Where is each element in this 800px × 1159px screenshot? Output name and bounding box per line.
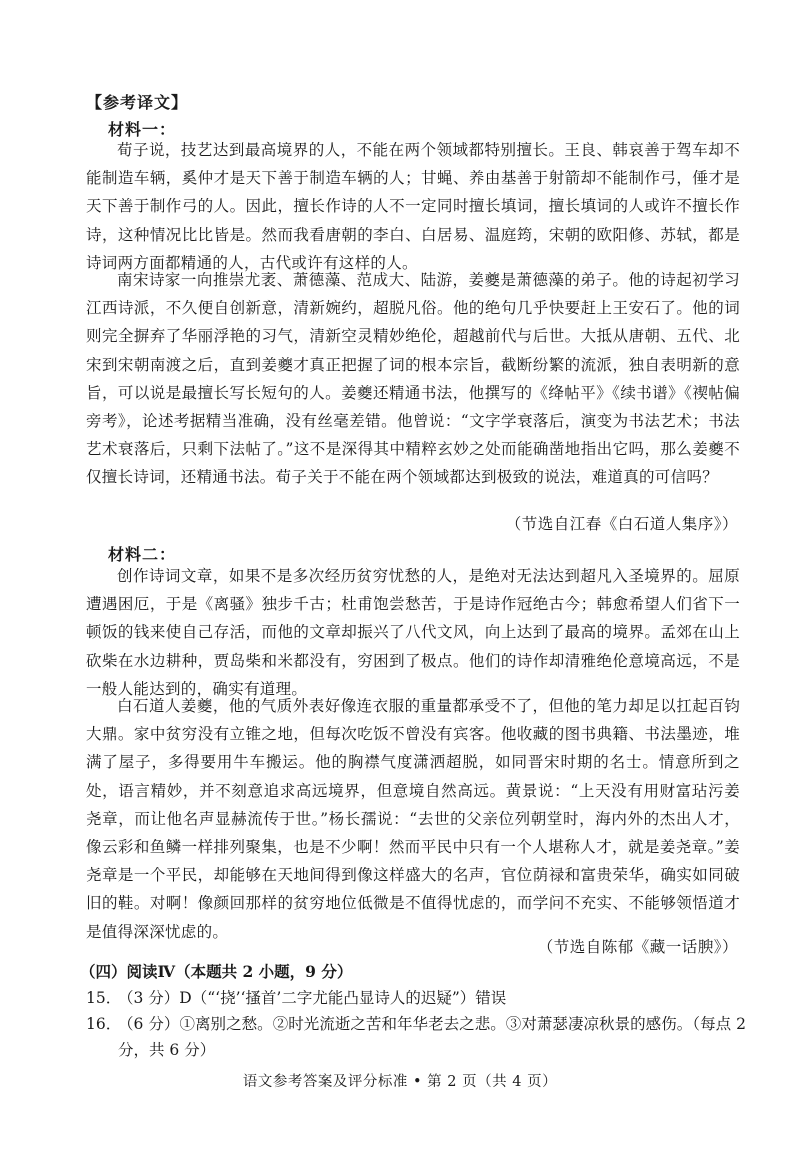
material-two-paragraph-1: 创作诗词文章，如果不是多次经历贫穷忧愁的人，是绝对无法达到超凡入圣境界的。屈原遭遇困厄，于是《离骚》独步千古；杜甫饱尝愁苦，于是诗作冠绝古今；韩愈希望人们省下一顿饭的钱来使自己存活，而他的文章却振兴了八代文风，向上达到了最高的境界。孟郊在山上砍柴在水边耕种，贾岛柴和米都没有，穷困到了极点。他们的诗作却清雅绝伦意境高远，不是一般人能达到的，确实有道理。 [86, 567, 740, 698]
question-16 [86, 1011, 746, 1063]
page-footer: 语文参考答案及评分标准 • 第 2 页（共 4 页） [242, 1074, 558, 1090]
material-one-paragraph-1: 荀子说，技艺达到最高境界的人，不能在两个领域都特别擅长。王良、韩哀善于驾车却不能制造车辆，奚仲才是天下善于制造车辆的人；甘蝇、养由基善于射箭却不能制作弓，倕才是天下善于制作弓的人。因此，擅长作诗的人不一定同时擅长填词，擅长填词的人或许不擅长作诗，这种情况比比皆是。然而我看唐朝的李白、白居易、温庭筠，宋朝的欧阳修、苏轼，都是诗词两方面都精通的人，古代或许有这样的人。 [86, 141, 740, 272]
material-two-paragraph-2: 白石道人姜夔，他的气质外表好像连衣服的重量都承受不了，但他的笔力却足以扛起百钧大鼎。家中贫穷没有立锥之地，但每次吃饭不曾没有宾客。他收藏的图书典籍、书法墨迹，堆满了屋子，多得要用牛车搬运。他的胸襟气度潇洒超脱，如同晋宋时期的名士。情意所到之处，语言精妙，并不刻意追求高远境界，但意境自然高远。黄景说：“上天没有用财富玷污姜尧章，而让他名声显赫流传于世。”杨长孺说：“去世的父亲位列朝堂时，海内外的杰出人才，像云彩和鱼鳞一样排列聚集，也是不少啊！然而平民中只有一个人堪称人才，就是姜尧章。”姜尧章是一个平民，却能够在天地间得到像这样盛大的名声，官位荫禄和富贵荣华，确实如同破旧的鞋。对啊！像颜回那样的贫穷地位低微是不值得忧虑的，而学问不充实、不能够领悟道才是值得深深忧虑的。 [86, 697, 740, 941]
question-16-number: 16． [86, 1015, 122, 1033]
question-16-answer: （6 分）①离别之愁。②时光流逝之苦和年华老去之悲。③对萧瑟凄凉秋景的感伤。（每点 2 分，共 6 分） [118, 1015, 746, 1059]
question-15-answer: （3 分）D（“‘挠’‘搔首’二字尤能凸显诗人的迟疑”）错误 [118, 989, 507, 1007]
material-one-label: 材料一： [108, 120, 177, 139]
section-four-title: （四）阅读Ⅳ（本题共 2 小题，9 分） [80, 962, 353, 981]
reference-translation-heading: 【参考译文】 [86, 93, 189, 112]
question-15-number: 15． [86, 989, 122, 1007]
material-one-paragraph-2: 南宋诗家一向推崇尤袤、萧德藻、范成大、陆游，姜夔是萧德藻的弟子。他的诗起初学习江西诗派，不久便自创新意，清新婉约，超脱凡俗。他的绝句几乎快要赶上王安石了。他的词则完全摒弃了华丽浮艳的习气，清新空灵精妙绝伦，超越前代与后世。大抵从唐朝、五代、北宋到宋朝南渡之后，直到姜夔才真正把握了词的根本宗旨，截断纷繁的流派，独自表明新的意旨，可以说是最擅长写长短句的人。姜夔还精通书法，他撰写的《绛帖平》《续书谱》《禊帖偏旁考》，论述考据精当准确，没有丝毫差错。他曾说：“文字学衰落后，演变为书法艺术；书法艺术衰落后，只剩下法帖了。”这不是深得其中精粹玄妙之处而能确凿地指出它吗，那么姜夔不仅擅长诗词，还精通书法。荀子关于不能在两个领域都达到极致的说法，难道真的可信吗？ [86, 271, 740, 487]
material-one-source: （节选自江春《白石道人集序》） [505, 515, 738, 533]
material-two-source: （节选自陈郁《藏一话腴》） [537, 938, 738, 956]
question-15 [86, 985, 746, 1011]
material-two-label: 材料二： [108, 545, 177, 564]
